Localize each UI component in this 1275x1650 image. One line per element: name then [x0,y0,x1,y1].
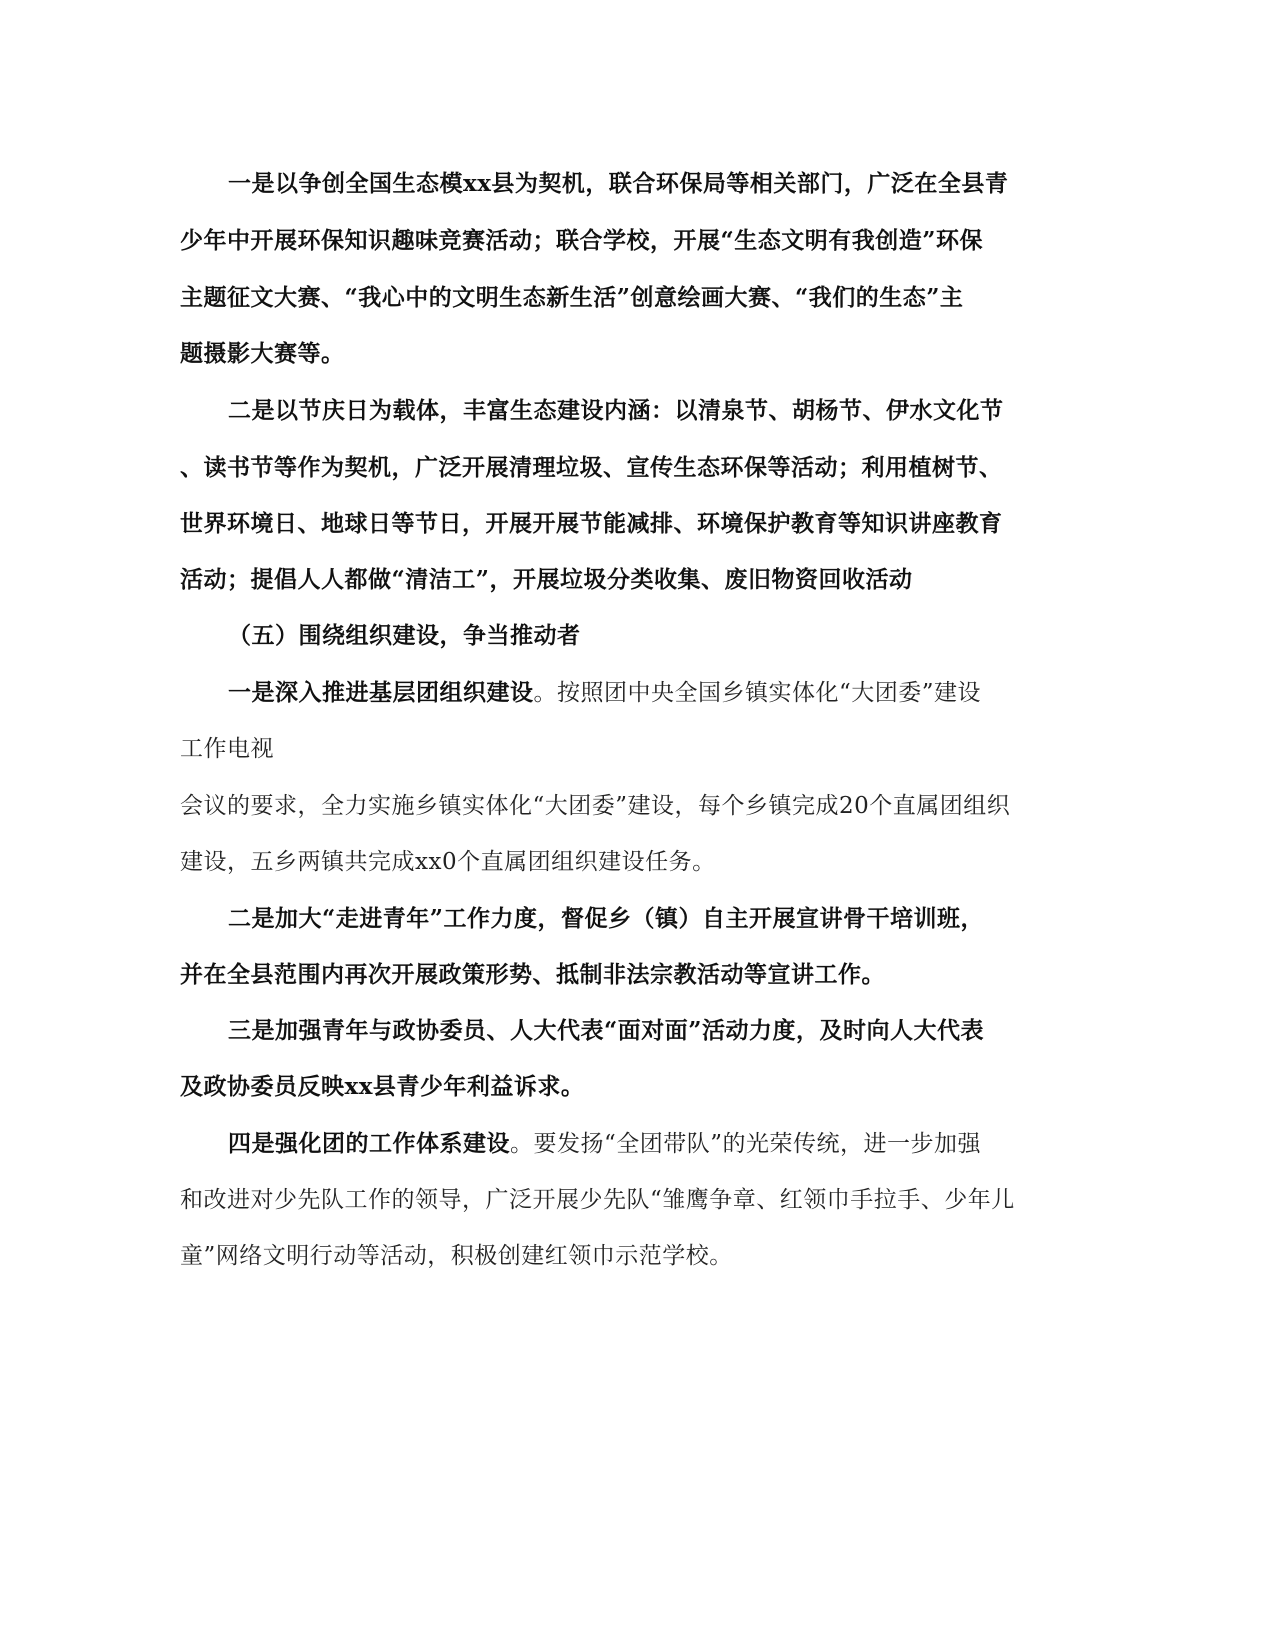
paragraph-4-line-1: 二是加大“走进青年”工作力度，督促乡（镇）自主开展宣讲骨干培训班， [228,905,984,932]
paragraph-5-line-2: 及政协委员反映xx县青少年利益诉求。 [180,1073,585,1100]
paragraph-6-lead-rest: 。要发扬“全团带队”的光荣传统，进一步加强 [510,1131,982,1157]
paragraph-3-lead-rest: 。按照团中央全国乡镇实体化“大团委”建设 [533,680,982,706]
section-heading-5: （五）围绕组织建设，争当推动者 [228,622,581,649]
paragraph-4-line-2: 并在全县范围内再次开展政策形势、抵制非法宗教活动等宣讲工作。 [180,961,885,988]
paragraph-2-line-2: 、读书节等作为契机，广泛开展清理垃圾、宣传生态环保等活动；利用植树节、 [180,454,1003,481]
paragraph-1-line-2: 少年中开展环保知识趣味竞赛活动；联合学校，开展“生态文明有我创造”环保 [180,227,983,254]
paragraph-1-line-4: 题摄影大赛等。 [180,340,345,367]
paragraph-3-line-1 [228,677,981,709]
paragraph-5-line-1: 三是加强青年与政协委员、人大代表“面对面”活动力度，及时向人大代表 [228,1017,984,1044]
paragraph-6-line-1 [228,1128,981,1160]
paragraph-1-line-3: 主题征文大赛、“我心中的文明生态新生活”创意绘画大赛、“我们的生态”主 [180,284,964,311]
paragraph-6-line-3: 童”网络文明行动等活动，积极创建红领巾示范学校。 [180,1243,733,1269]
paragraph-2-line-3: 世界环境日、地球日等节日，开展开展节能减排、环境保护教育等知识讲座教育 [180,510,1003,537]
paragraph-2-line-1: 二是以节庆日为载体，丰富生态建设内涵：以清泉节、胡杨节、伊水文化节 [228,397,1004,424]
paragraph-6-line-2: 和改进对少先队工作的领导，广泛开展少先队“雏鹰争章、红领巾手拉手、少年儿 [180,1187,1015,1213]
paragraph-3-lead: 一是深入推进基层团组织建设 [228,679,534,706]
paragraph-3-line-4: 建设，五乡两镇共完成xx0个直属团组织建设任务。 [180,849,716,875]
paragraph-3-line-3: 会议的要求，全力实施乡镇实体化“大团委”建设，每个乡镇完成20个直属团组织 [180,793,1011,819]
paragraph-2-line-4: 活动；提倡人人都做“清洁工”，开展垃圾分类收集、废旧物资回收活动 [180,566,913,593]
paragraph-1-line-1: 一是以争创全国生态模xx县为契机，联合环保局等相关部门，广泛在全县青 [228,170,1009,197]
paragraph-3-line-2: 工作电视 [180,736,274,762]
paragraph-6-lead: 四是强化团的工作体系建设 [228,1130,510,1157]
